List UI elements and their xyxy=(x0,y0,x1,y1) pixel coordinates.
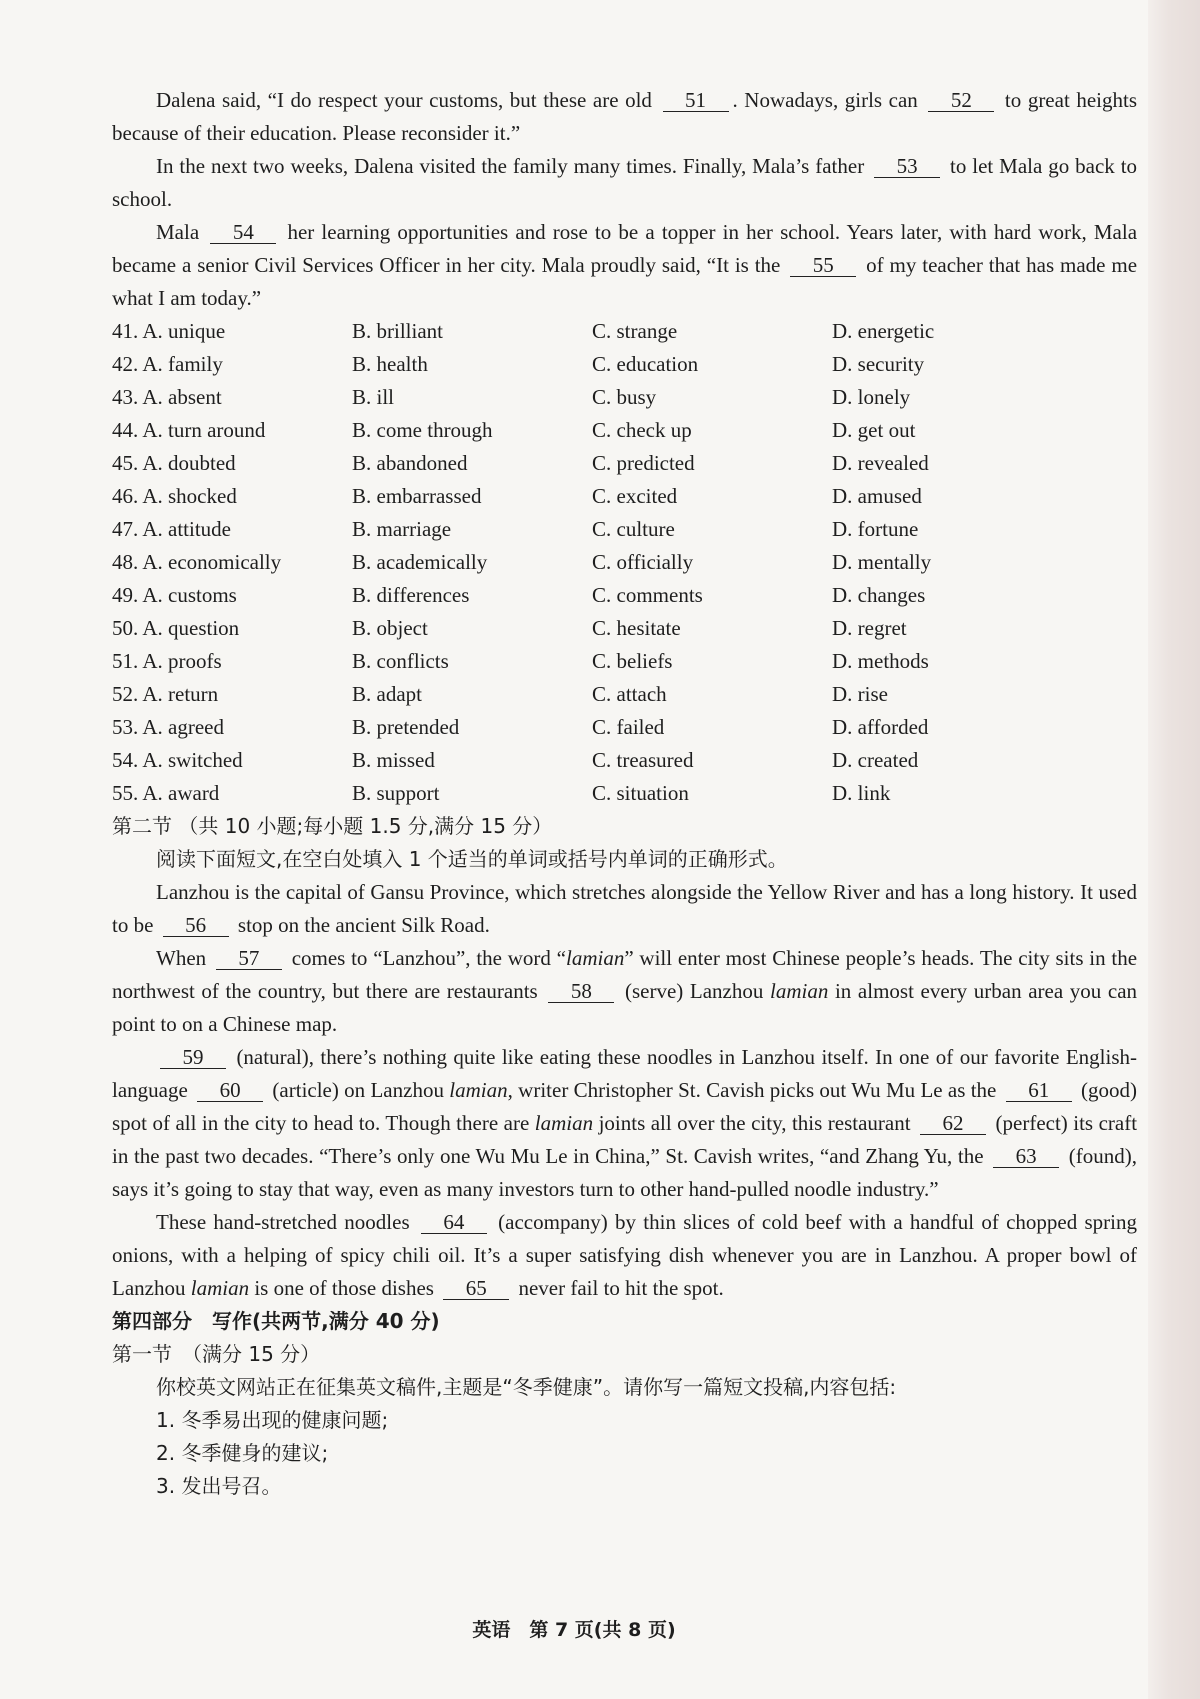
text: (natural), there’s nothing quite like eating these noodles in Lanzhou itself. In one of our favorite English-language xyxy=(112,1045,1138,1102)
text: ” will enter most Chinese people’s heads. The city sits in the northwest of the country, but there are restaurants xyxy=(112,946,1138,1003)
blank-53: 53 xyxy=(874,155,940,178)
option-text: A. award xyxy=(142,781,220,805)
option-44-b: B. come through xyxy=(352,418,493,442)
text: (serve) Lanzhou xyxy=(624,979,764,1003)
question-number: 47. xyxy=(112,517,139,541)
option-51-b: B. conflicts xyxy=(352,649,449,673)
paragraph xyxy=(112,150,1137,216)
blank-61: 61 xyxy=(1006,1079,1072,1102)
option-text: A. attitude xyxy=(142,517,231,541)
task-item: 3. 发出号召。 xyxy=(156,1474,282,1498)
option-51-a xyxy=(112,645,352,678)
option-51-c: C. beliefs xyxy=(592,649,673,673)
instruction: 阅读下面短文,在空白处填入 1 个适当的单词或括号内单词的正确形式。 xyxy=(156,847,788,871)
question-number: 52. xyxy=(112,682,139,706)
option-50-c: C. hesitate xyxy=(592,616,681,640)
option-45-d: D. revealed xyxy=(832,451,929,475)
option-52-c: C. attach xyxy=(592,682,667,706)
question-number: 54. xyxy=(112,748,139,772)
text: In the next two weeks, Dalena visited the family many times. Finally, Mala’s father xyxy=(156,154,865,178)
option-49-c: C. comments xyxy=(592,583,703,607)
option-46-b: B. embarrassed xyxy=(352,484,482,508)
option-47-a xyxy=(112,513,352,546)
question-number: 45. xyxy=(112,451,139,475)
paragraph xyxy=(112,1206,1137,1305)
page-footer: 英语 第 7 页(共 8 页) xyxy=(472,1619,676,1641)
text: of my teacher that has made me what I am today.” xyxy=(112,253,1138,310)
question-number: 44. xyxy=(112,418,139,442)
option-text: A. unique xyxy=(142,319,226,343)
task-item: 2. 冬季健身的建议; xyxy=(156,1441,329,1465)
text: , writer Christopher St. Cavish picks out Wu Mu Le as the xyxy=(507,1078,997,1102)
option-47-c: C. culture xyxy=(592,517,675,541)
writing-task: 你校英文网站正在征集英文稿件,主题是“冬季健康”。请你写一篇短文投稿,内容包括: xyxy=(156,1375,897,1399)
text: When xyxy=(156,946,207,970)
option-54-a xyxy=(112,744,352,777)
option-53-d: D. afforded xyxy=(832,715,929,739)
italic-word: lamian xyxy=(770,979,829,1003)
text: stop on the ancient Silk Road. xyxy=(237,913,490,937)
section-heading: 第一节 （满分 15 分） xyxy=(112,1342,321,1366)
option-44-d: D. get out xyxy=(832,418,916,442)
option-text: A. economically xyxy=(142,550,282,574)
option-text: A. customs xyxy=(142,583,237,607)
text: to let Mala go back to school. xyxy=(112,154,1138,211)
option-45-b: B. abandoned xyxy=(352,451,468,475)
option-53-b: B. pretended xyxy=(352,715,460,739)
blank-55: 55 xyxy=(790,254,856,277)
question-number: 48. xyxy=(112,550,139,574)
option-54-b: B. missed xyxy=(352,748,435,772)
option-text: A. agreed xyxy=(142,715,224,739)
option-42-a xyxy=(112,348,352,381)
option-text: A. doubted xyxy=(142,451,236,475)
page-edge-shadow xyxy=(1148,0,1200,1699)
option-55-d: D. link xyxy=(832,781,891,805)
paragraph xyxy=(112,942,1137,1041)
text: in almost every urban area you can point to on a Chinese map. xyxy=(112,979,1138,1036)
option-text: A. family xyxy=(142,352,223,376)
option-52-a xyxy=(112,678,352,711)
option-49-a xyxy=(112,579,352,612)
options-table xyxy=(112,315,1137,810)
option-50-a xyxy=(112,612,352,645)
blank-56: 56 xyxy=(163,914,229,937)
option-41-b: B. brilliant xyxy=(352,319,443,343)
option-47-d: D. fortune xyxy=(832,517,919,541)
option-text: A. return xyxy=(142,682,219,706)
text: is one of those dishes xyxy=(254,1276,434,1300)
text: her learning opportunities and rose to be a topper in her school. Years later, with hard work, Mala became a senior Civil Services Officer in her city. Mala proudly said, “It is the xyxy=(112,220,1138,277)
option-text: A. turn around xyxy=(142,418,266,442)
option-48-c: C. officially xyxy=(592,550,694,574)
option-53-c: C. failed xyxy=(592,715,665,739)
option-43-d: D. lonely xyxy=(832,385,911,409)
question-number: 51. xyxy=(112,649,139,673)
blank-51: 51 xyxy=(663,89,729,112)
option-46-c: C. excited xyxy=(592,484,678,508)
option-53-a xyxy=(112,711,352,744)
text: Mala xyxy=(156,220,200,244)
section-heading: 第二节 （共 10 小题;每小题 1.5 分,满分 15 分） xyxy=(112,814,553,838)
option-45-a xyxy=(112,447,352,480)
option-text: A. absent xyxy=(142,385,222,409)
option-52-d: D. rise xyxy=(832,682,888,706)
question-number: 42. xyxy=(112,352,139,376)
paragraph xyxy=(112,1041,1137,1206)
italic-word: lamian xyxy=(566,946,625,970)
blank-65: 65 xyxy=(443,1277,509,1300)
text: comes to “Lanzhou”, the word “ xyxy=(291,946,566,970)
italic-word: lamian xyxy=(190,1276,250,1300)
text: (found), says it’s going to stay that way, even as many investors turn to other hand-pulled noodle industry.” xyxy=(112,1144,1138,1201)
option-41-a xyxy=(112,315,352,348)
question-number: 46. xyxy=(112,484,139,508)
option-50-b: B. object xyxy=(352,616,428,640)
option-54-d: D. created xyxy=(832,748,919,772)
option-41-d: D. energetic xyxy=(832,319,935,343)
option-42-d: D. security xyxy=(832,352,925,376)
blank-60: 60 xyxy=(197,1079,263,1102)
question-number: 55. xyxy=(112,781,139,805)
option-49-b: B. differences xyxy=(352,583,470,607)
option-44-a xyxy=(112,414,352,447)
paragraph xyxy=(112,84,1137,150)
option-51-d: D. methods xyxy=(832,649,929,673)
option-48-b: B. academically xyxy=(352,550,488,574)
option-42-b: B. health xyxy=(352,352,428,376)
text: (good) spot of all in the city to head to. Though there are xyxy=(112,1078,1138,1135)
option-55-c: C. situation xyxy=(592,781,689,805)
blank-59: 59 xyxy=(160,1046,226,1069)
option-42-c: C. education xyxy=(592,352,699,376)
option-50-d: D. regret xyxy=(832,616,907,640)
blank-62: 62 xyxy=(920,1112,986,1135)
text: to great heights because of their education. Please reconsider it.” xyxy=(112,88,1138,145)
text: . Nowadays, girls can xyxy=(732,88,918,112)
paragraph xyxy=(112,876,1137,942)
part-heading: 第四部分 写作(共两节,满分 40 分) xyxy=(112,1309,440,1333)
italic-word: lamian xyxy=(449,1078,508,1102)
option-47-b: B. marriage xyxy=(352,517,452,541)
option-text: A. proofs xyxy=(142,649,222,673)
task-item: 1. 冬季易出现的健康问题; xyxy=(156,1408,389,1432)
paragraph xyxy=(112,216,1137,315)
option-55-a xyxy=(112,777,352,810)
text: (perfect) its craft in the past two decades. “There’s only one Wu Mu Le in China,” St. Cavish writes, “and Zhang Yu, the xyxy=(112,1111,1138,1168)
text: Lanzhou is the capital of Gansu Province, which stretches alongside the Yellow River and has a long history. It used to be xyxy=(112,880,1137,937)
text: Dalena said, “I do respect your customs, but these are old xyxy=(156,88,652,112)
option-44-c: C. check up xyxy=(592,418,692,442)
question-number: 49. xyxy=(112,583,139,607)
option-46-d: D. amused xyxy=(832,484,922,508)
option-text: A. shocked xyxy=(142,484,237,508)
blank-63: 63 xyxy=(993,1145,1059,1168)
option-43-c: C. busy xyxy=(592,385,657,409)
option-52-b: B. adapt xyxy=(352,682,422,706)
option-43-b: B. ill xyxy=(352,385,395,409)
text: never fail to hit the spot. xyxy=(518,1276,724,1300)
option-46-a xyxy=(112,480,352,513)
option-43-a xyxy=(112,381,352,414)
text: joints all over the city, this restaurant xyxy=(598,1111,911,1135)
text: These hand-stretched noodles xyxy=(156,1210,410,1234)
text: (article) on Lanzhou xyxy=(272,1078,444,1102)
option-49-d: D. changes xyxy=(832,583,926,607)
blank-58: 58 xyxy=(548,980,614,1003)
option-41-c: C. strange xyxy=(592,319,678,343)
blank-64: 64 xyxy=(421,1211,487,1234)
italic-word: lamian xyxy=(534,1111,594,1135)
option-55-b: B. support xyxy=(352,781,440,805)
blank-54: 54 xyxy=(210,221,276,244)
question-number: 43. xyxy=(112,385,139,409)
blank-57: 57 xyxy=(216,947,282,970)
question-number: 50. xyxy=(112,616,139,640)
option-48-a xyxy=(112,546,352,579)
blank-52: 52 xyxy=(928,89,994,112)
exam-content xyxy=(112,84,1137,1503)
option-54-c: C. treasured xyxy=(592,748,694,772)
question-number: 41. xyxy=(112,319,139,343)
option-48-d: D. mentally xyxy=(832,550,932,574)
option-text: A. question xyxy=(142,616,240,640)
question-number: 53. xyxy=(112,715,139,739)
option-text: A. switched xyxy=(142,748,243,772)
option-45-c: C. predicted xyxy=(592,451,695,475)
text: (accompany) by thin slices of cold beef with a handful of chopped spring onions, with a helping of spicy chili oil. It’s a super satisfying dish whenever you are in Lanzhou. A proper bowl of Lanzhou xyxy=(112,1210,1137,1300)
